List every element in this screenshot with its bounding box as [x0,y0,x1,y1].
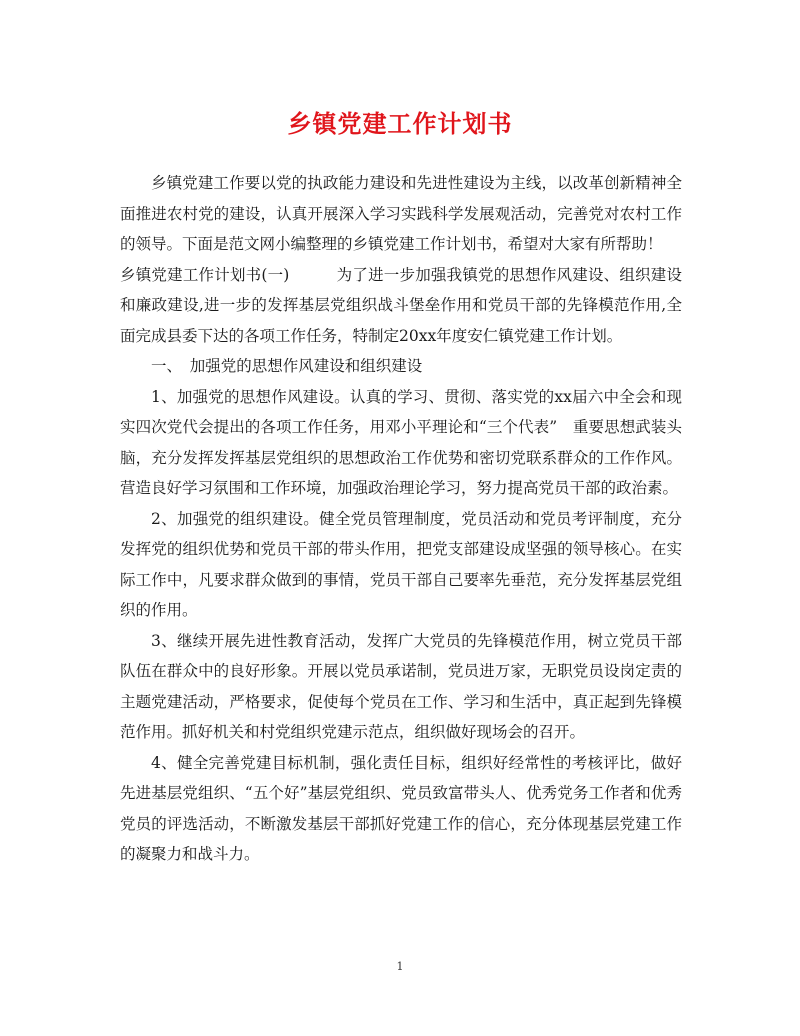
plan-one-paragraph: 乡镇党建工作计划书(一) 为了进一步加强我镇党的思想作风建设、组织建设和廉政建设,进一步的发挥基层党组织战斗堡垒作用和党员干部的先锋模范作用,全面完成县委下达的各项工作任务，特制定20xx年度安仁镇党建工作计划。 [120,265,682,345]
item-paragraph-1: 1、加强党的思想作风建设。认真的学习、贯彻、落实党的xx届六中全会和现实四次党代会提出的各项工作任务，用邓小平理论和“三个代表” 重要思想武装头脑，充分发挥发挥基层党组织的思想政治工作优势和密切党联系群众的工作作风。营造良好学习氛围和工作环境，加强政治理论学习，努力提高党员干部的政治素。 [120,387,682,497]
section-heading-one: 一、 加强党的思想作风建设和组织建设 [151,357,423,375]
document-body [120,168,682,870]
item-paragraph-3: 3、继续开展先进性教育活动，发挥广大党员的先锋模范作用，树立党员干部队伍在群众中的良好形象。开展以党员承诺制，党员进万家，无职党员设岗定责的主题党建活动，严格要求，促使每个党员在工作、学习和生活中，真正起到先锋模范作用。抓好机关和村党组织党建示范点，组织做好现场会的召开。 [120,631,682,741]
item-paragraph-2: 2、加强党的组织建设。健全党员管理制度，党员活动和党员考评制度，充分发挥党的组织优势和党员干部的带头作用，把党支部建设成坚强的领导核心。在实际工作中，凡要求群众做到的事情，党员干部自己要率先垂范，充分发挥基层党组织的作用。 [120,509,682,619]
intro-paragraph: 乡镇党建工作要以党的执政能力建设和先进性建设为主线，以改革创新精神全面推进农村党的建设，认真开展深入学习实践科学发展观活动，完善党对农村工作的领导。下面是范文网小编整理的乡镇党建工作计划书，希望对大家有所帮助！ [120,174,682,253]
document-title: 乡镇党建工作计划书 [287,109,513,138]
page-number: 1 [396,960,404,973]
item-paragraph-4: 4、健全完善党建目标机制，强化责任目标，组织好经常性的考核评比，做好先进基层党组织、“五个好”基层党组织、党员致富带头人、优秀党务工作者和优秀党员的评选活动，不断激发基层干部抓好党建工作的信心，充分体现基层党建工作的凝聚力和战斗力。 [120,753,682,863]
